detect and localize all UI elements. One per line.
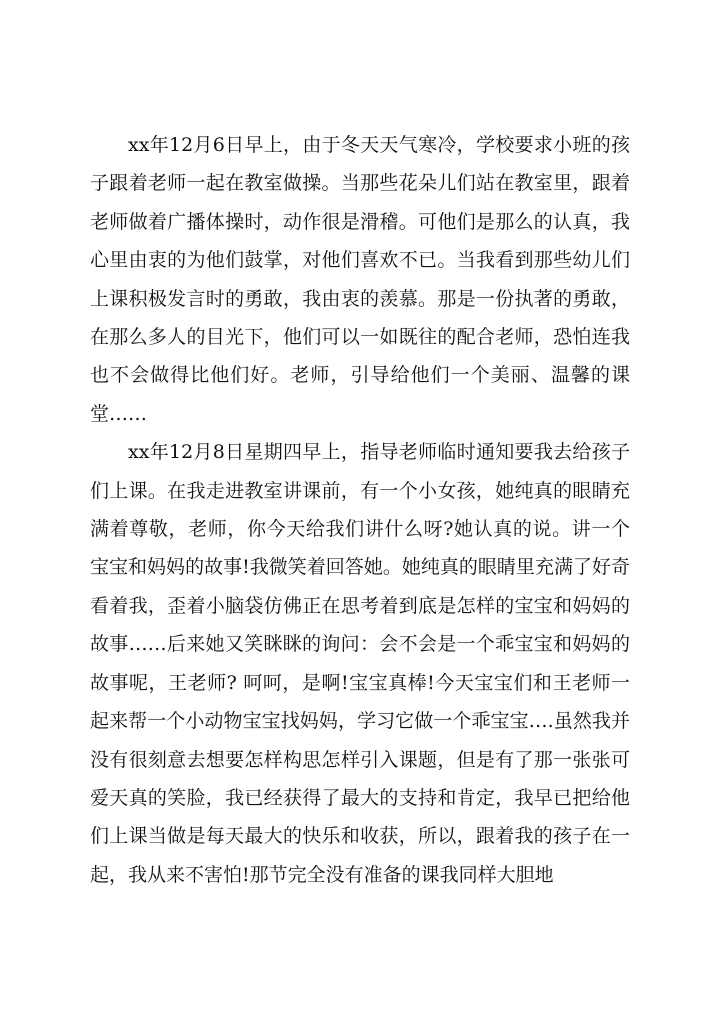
document-body <box>90 126 630 894</box>
paragraph-2: xx年12月8日星期四早上，指导老师临时通知要我去给孩子们上课。在我走进教室讲课前，有一个小女孩，她纯真的眼睛充满着尊敬，老师，你今天给我们讲什么呀?她认真的说。讲一个宝宝和妈妈的故事!我微笑着回答她。她纯真的眼睛里充满了好奇看着我，歪着小脑袋仿佛正在思考着到底是怎样的宝宝和妈妈的故事……后来她又笑眯眯的询问：会不会是一个乖宝宝和妈妈的故事呢，王老师? 呵呵，是啊!宝宝真棒!今天宝宝们和王老师一起来帮一个小动物宝宝找妈妈，学习它做一个乖宝宝….虽然我并没有很刻意去想要怎样构思怎样引入课题，但是有了那一张张可爱天真的笑脸，我已经获得了最大的支持和肯定，我早已把给他们上课当做是每天最大的快乐和收获，所以，跟着我的孩子在一起，我从来不害怕!那节完全没有准备的课我同样大胆地 <box>90 441 630 886</box>
paragraph-1: xx年12月6日早上，由于冬天天气寒冷，学校要求小班的孩子跟着老师一起在教室做操。当那些花朵儿们站在教室里，跟着老师做着广播体操时，动作很是滑稽。可他们是那么的认真，我心里由衷的为他们鼓掌，对他们喜欢不已。当我看到那些幼儿们上课积极发言时的勇敢，我由衷的羡慕。那是一份执著的勇敢，在那么多人的目光下，他们可以一如既往的配合老师，恐怕连我也不会做得比他们好。老师，引导给他们一个美丽、温馨的课堂…… <box>90 134 630 425</box>
